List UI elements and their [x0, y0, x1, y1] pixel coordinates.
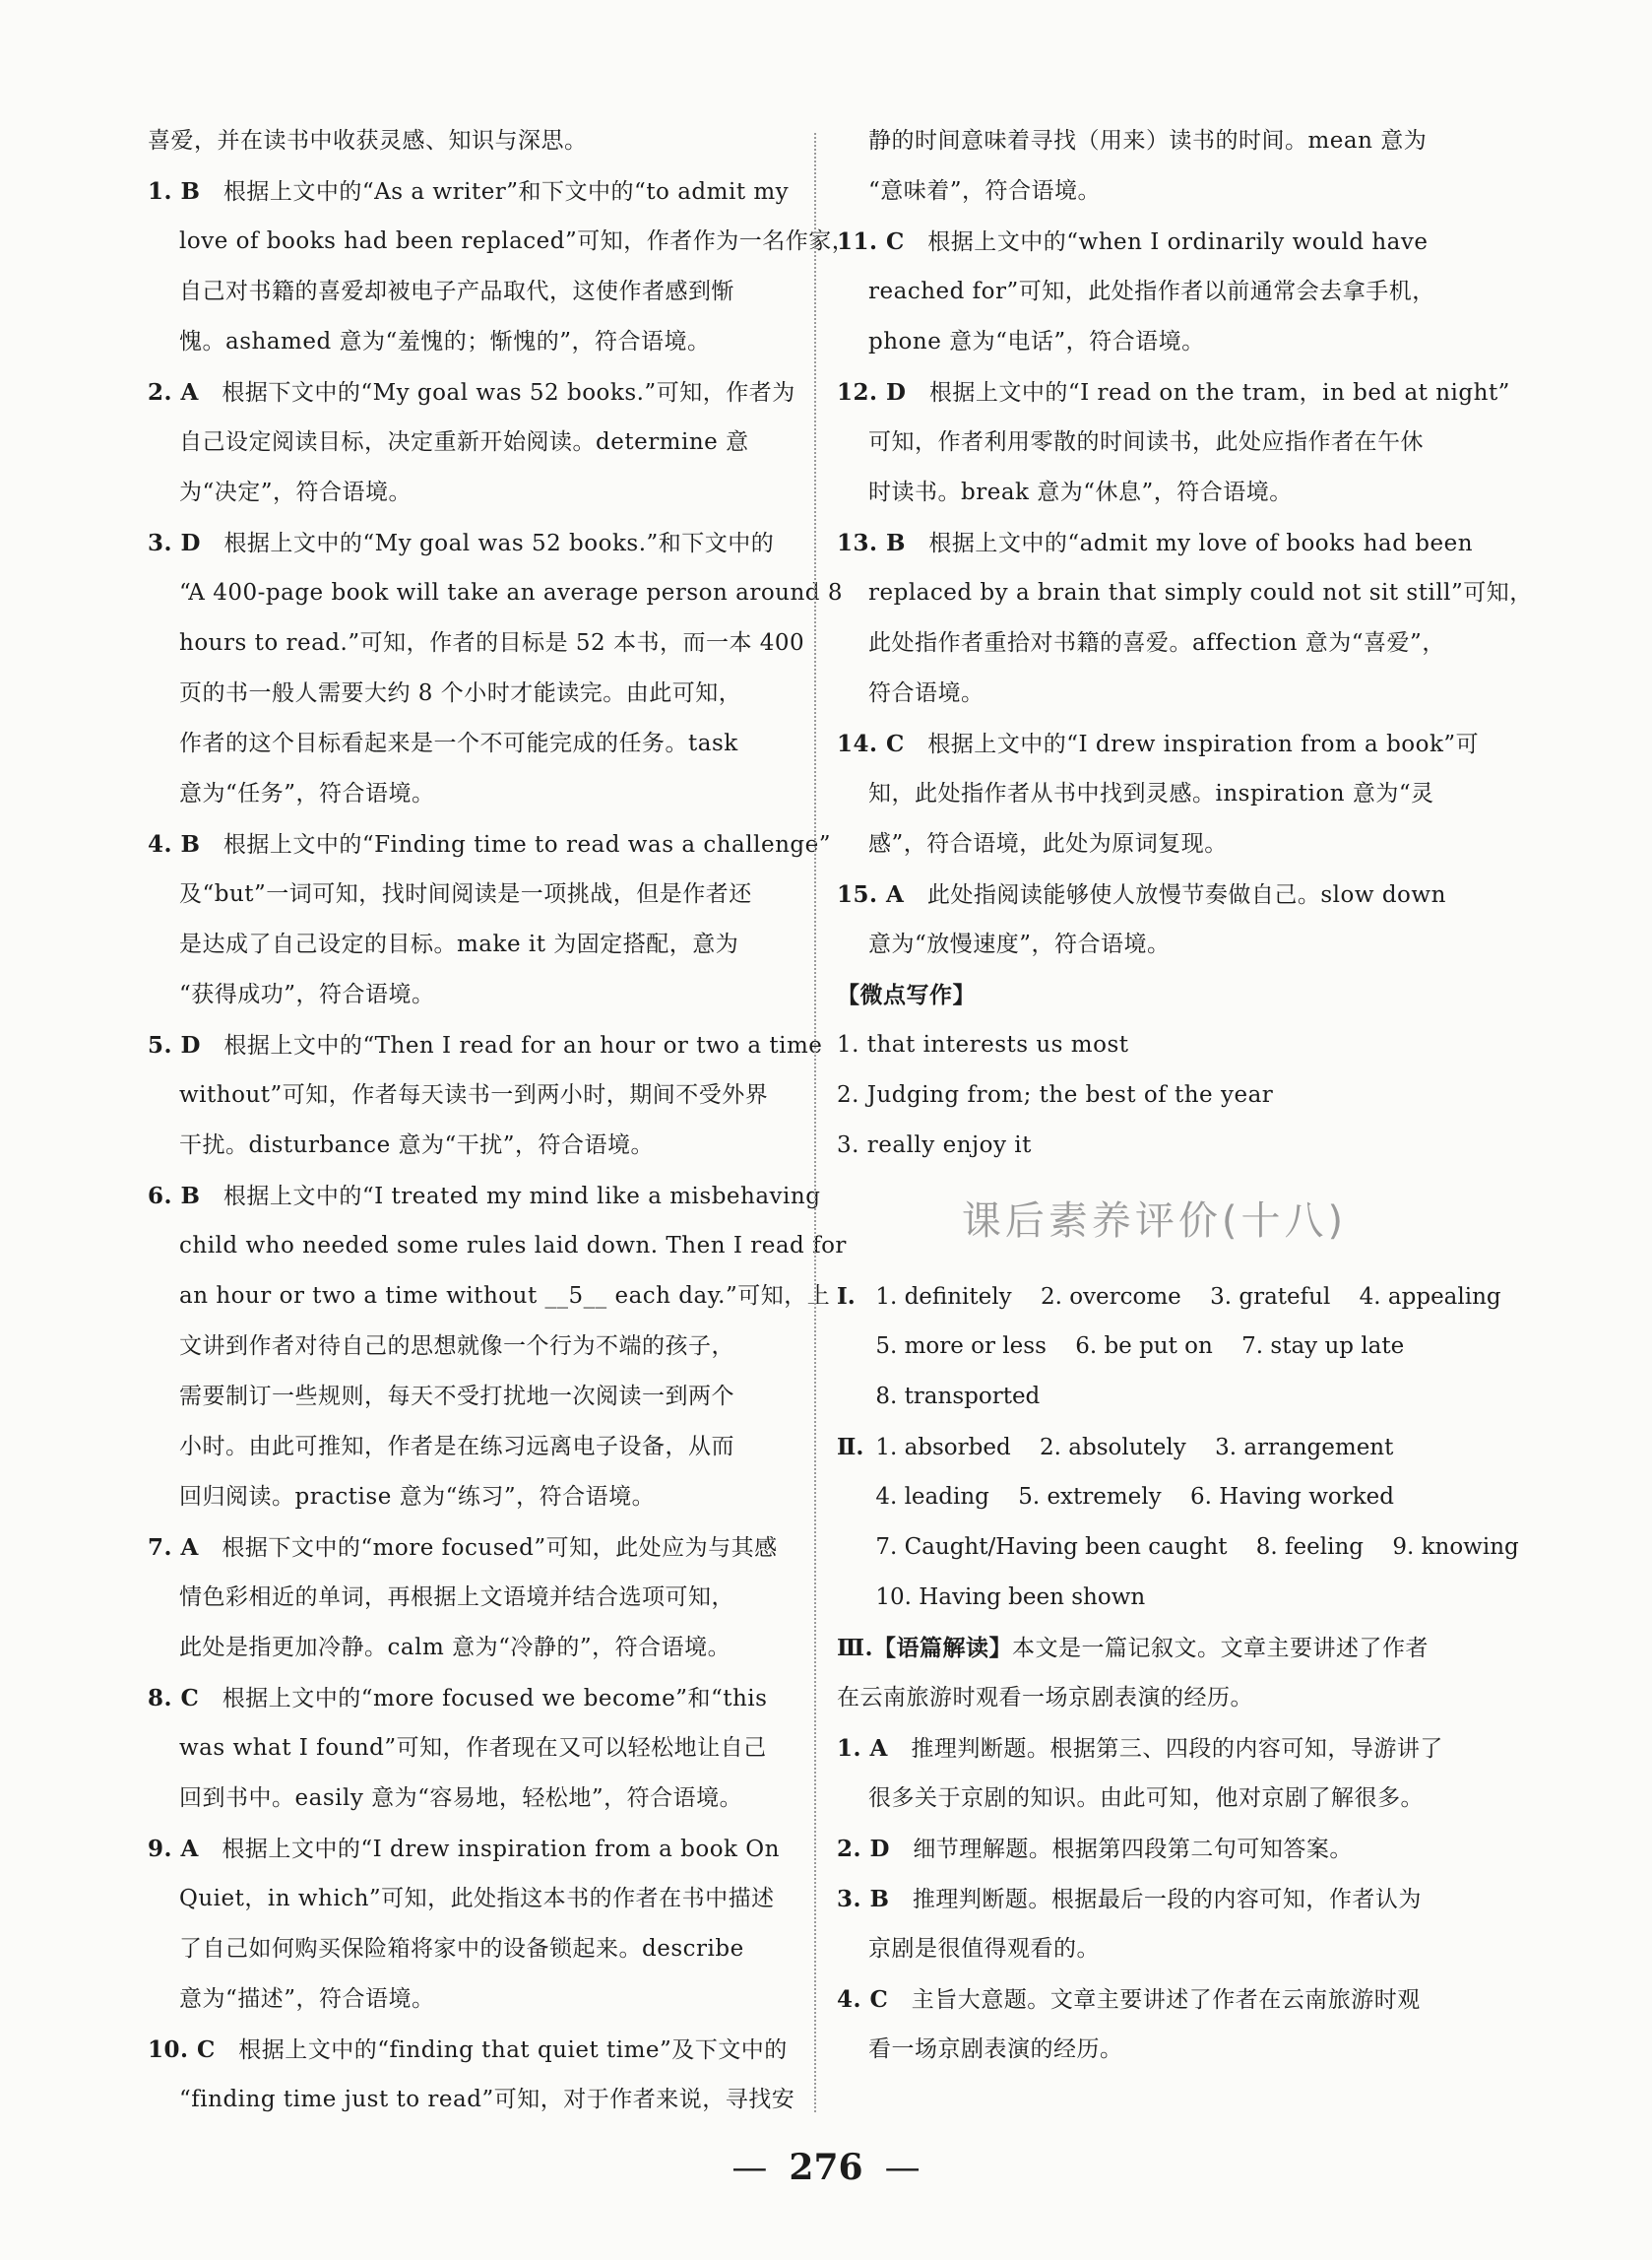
answer-text: 自己设定阅读目标，决定重新开始阅读。determine 意 [179, 429, 749, 455]
answer-text: 回归阅读。practise 意为“练习”，符合语境。 [179, 1484, 656, 1510]
answer-text: 此处是指更加冷静。calm 意为“冷静的”，符合语境。 [179, 1635, 731, 1660]
answer-text: 意为“描述”，符合语境。 [179, 1986, 435, 2012]
answer-line [837, 468, 1472, 518]
answer-text: 根据上文中的“I drew inspiration from a book”可 [927, 732, 1480, 757]
answer-line [837, 1020, 1472, 1070]
part2-row [837, 1472, 1472, 1522]
answer-text: 根据上文中的“I drew inspiration from a book On [222, 1837, 780, 1862]
form-answer: 3. arrangement [1215, 1435, 1394, 1460]
evaluation-part-1 [837, 1271, 1501, 1422]
answer-text: without”可知，作者每天读书一到两小时，期间不受外界 [179, 1082, 769, 1108]
answer-text: 根据上文中的“finding that quiet time”及下文中的 [238, 2037, 788, 2063]
part2-row [837, 1522, 1519, 1573]
answer-text: 根据上文中的“more focused we become”和“this [222, 1686, 768, 1711]
answer-line [148, 267, 793, 317]
answer-line [148, 1573, 793, 1623]
answer-number: 2. D [837, 1836, 890, 1862]
answer-line [148, 468, 793, 518]
answer-line [837, 769, 1472, 819]
vocab-answer: 7. stay up late [1241, 1333, 1405, 1359]
answer-line [148, 568, 843, 618]
answer-line [148, 819, 831, 870]
answer-text: 根据上文中的“My goal was 52 books.”和下文中的 [223, 531, 775, 556]
part2-row [837, 1573, 1472, 1623]
answer-number: 2. A [148, 379, 199, 406]
answer-line [148, 1623, 793, 1673]
section-heading [837, 970, 1472, 1020]
part2-roman: Ⅱ. [837, 1434, 864, 1460]
answer-text: 细节理解题。根据第四段第二句可知答案。 [913, 1837, 1353, 1862]
vocab-answer: 8. transported [875, 1384, 1041, 1409]
answer-text: 意为“放慢速度”，符合语境。 [868, 932, 1171, 957]
answer-text: was what I found”可知，作者现在又可以轻松地让自己 [179, 1735, 767, 1761]
answer-text: 推理判断题。根据第三、四段的内容可知，导游讲了 [911, 1736, 1443, 1762]
answer-line [837, 166, 1472, 217]
answer-text: 符合语境。 [868, 680, 985, 706]
form-answer: 2. absolutely [1040, 1435, 1186, 1460]
answer-text: 自己对书籍的喜爱却被电子产品取代，这使作者感到惭 [179, 279, 734, 304]
answer-line [148, 618, 805, 669]
answer-line [837, 1121, 1472, 1171]
answer-line [148, 2025, 793, 2075]
answer-number: 4. C [837, 1986, 889, 2013]
answer-line [148, 317, 793, 367]
answer-number: 12. D [837, 379, 907, 406]
answer-line [148, 769, 793, 819]
form-answer: 4. leading [875, 1484, 989, 1510]
answer-line [148, 669, 793, 719]
passage-analysis-head: Ⅲ.【语篇解读】 [837, 1635, 1013, 1661]
answer-number: 3. D [148, 530, 201, 556]
answer-number: 8. C [148, 1685, 200, 1711]
part1-row [837, 1372, 1472, 1422]
passage-analysis-text: 本文是一篇记叙文。文章主要讲述了作者 [1012, 1636, 1430, 1661]
answer-number: 5. D [148, 1032, 201, 1059]
evaluation-title: 课后素养评价(十八) [961, 1198, 1348, 1244]
answer-line [837, 1824, 1472, 1874]
answer-text: 根据上文中的“I treated my mind like a misbehaving [222, 1184, 821, 1209]
answer-text: hours to read.”可知，作者的目标是 52 本书，而一本 400 [179, 630, 805, 656]
answer-line [148, 418, 793, 468]
vocab-answer: 6. be put on [1075, 1333, 1213, 1359]
answer-text: 此处指作者重拾对书籍的喜爱。affection 意为“喜爱”， [868, 630, 1445, 656]
answer-text: 根据下文中的“more focused”可知，此处应为与其感 [222, 1535, 778, 1561]
answer-text: 京剧是很值得观看的。 [868, 1936, 1100, 1962]
answer-line [837, 1774, 1472, 1824]
part1-row [837, 1322, 1472, 1372]
answer-line [837, 819, 1472, 870]
answer-line [148, 1824, 793, 1874]
answer-line [837, 920, 1472, 970]
answer-line [148, 518, 793, 568]
answer-text: 根据上文中的“As a writer”和下文中的“to admit my [222, 179, 790, 205]
answer-line [837, 1974, 1472, 2025]
answer-text: 情色彩相近的单词，再根据上文语境并结合选项可知， [179, 1584, 734, 1610]
page-number-value: 276 [789, 2147, 863, 2188]
answer-text: 意为“任务”，符合语境。 [179, 781, 435, 807]
answer-text: 是达成了自己设定的目标。make it 为固定搭配，意为 [179, 932, 739, 957]
answer-text: 很多关于京剧的知识。由此可知，他对京剧了解很多。 [868, 1785, 1424, 1811]
answer-line [837, 367, 1510, 418]
page-number: — 276 — [731, 2147, 921, 2188]
answer-text: 可知，作者利用零散的时间读书，此处应指作者在午休 [868, 429, 1424, 455]
answer-line [837, 870, 1472, 920]
answer-text: 作者的这个目标看起来是一个不可能完成的任务。task [179, 731, 738, 756]
answer-line [837, 267, 1472, 317]
answer-number: 3. B [837, 1886, 890, 1912]
answer-text: 3. really enjoy it [837, 1132, 1032, 1158]
answer-text: an hour or two a time without __5__ each day.”可知，上 [179, 1283, 831, 1309]
vocab-answer: 4. appealing [1359, 1284, 1501, 1310]
answer-line [837, 568, 1533, 618]
answer-number: 15. A [837, 881, 905, 908]
right-column-answers [837, 116, 1533, 1171]
vocab-answer: 1. definitely [875, 1284, 1012, 1310]
form-answer: 7. Caught/Having been caught [875, 1534, 1228, 1560]
answer-line [837, 669, 1472, 719]
form-answer: 9. knowing [1392, 1534, 1519, 1560]
answer-text: 愧。ashamed 意为“羞愧的；惭愧的”，符合语境。 [179, 329, 711, 355]
answer-text: 推理判断题。根据最后一段的内容可知，作者认为 [912, 1887, 1422, 1912]
answer-line [148, 1121, 793, 1171]
column-divider [814, 133, 816, 2112]
answer-text: 根据上文中的“I read on the tram，in bed at night” [928, 380, 1510, 406]
answer-line [837, 1070, 1472, 1121]
answer-text: 静的时间意味着寻找（用来）读书的时间。mean 意为 [868, 128, 1428, 154]
answer-text: 1. that interests us most [837, 1032, 1129, 1058]
answer-line [837, 1924, 1472, 1974]
answer-line [148, 970, 793, 1020]
answer-text: 根据上文中的“admit my love of books had been [928, 531, 1474, 556]
answer-number: 14. C [837, 731, 905, 757]
answer-text: “意味着”，符合语境。 [868, 178, 1102, 204]
answer-line [148, 1472, 793, 1522]
answer-number: 11. C [837, 228, 905, 255]
form-answer: 10. Having been shown [875, 1584, 1146, 1610]
answer-line [148, 1372, 793, 1422]
answer-line [837, 2025, 1472, 2075]
form-answer: 5. extremely [1018, 1484, 1162, 1510]
answer-text: 此处指阅读能够使人放慢节奏做自己。slow down [926, 882, 1446, 908]
answer-line [148, 1020, 823, 1070]
answer-text: 看一场京剧表演的经历。 [868, 2036, 1123, 2062]
answer-line [837, 1723, 1472, 1774]
answer-text: 了自己如何购买保险箱将家中的设备锁起来。describe [179, 1936, 744, 1962]
answer-line [148, 1673, 793, 1723]
answer-text: 主旨大意题。文章主要讲述了作者在云南旅游时观 [911, 1987, 1421, 2013]
evaluation-part-2 [837, 1422, 1519, 1623]
passage-analysis-line: 在云南旅游时观看一场京剧表演的经历。 [837, 1685, 1253, 1711]
answer-text: “finding time just to read”可知，对于作者来说，寻找安 [179, 2087, 795, 2112]
answer-number: 7. A [148, 1534, 199, 1561]
answer-text: Quiet，in which”可知，此处指这本书的作者在书中描述 [179, 1886, 775, 1911]
form-answer: 8. feeling [1255, 1534, 1365, 1560]
answer-number: 1. A [837, 1735, 888, 1762]
answer-line [148, 217, 856, 267]
answer-line [148, 1974, 793, 2025]
answer-line [837, 719, 1480, 769]
answer-line [148, 1322, 793, 1372]
answer-line [148, 2075, 793, 2125]
answer-line [148, 1774, 793, 1824]
answer-text: 小时。由此可推知，作者是在练习远离电子设备，从而 [179, 1434, 734, 1459]
answer-number: 1. B [148, 178, 201, 205]
answer-number: 13. B [837, 530, 906, 556]
form-answer: 1. absorbed [875, 1435, 1011, 1460]
answer-text: 根据上文中的“Then I read for an hour or two a time [223, 1033, 823, 1059]
part1-roman: Ⅰ. [837, 1283, 856, 1310]
section-heading-text: 【微点写作】 [837, 982, 976, 1008]
answer-text: love of books had been replaced”可知，作者作为一名作家， [179, 228, 856, 254]
part1-row [837, 1271, 1501, 1322]
answer-text: 2. Judging from; the best of the year [837, 1082, 1274, 1108]
answer-line [837, 116, 1472, 166]
vocab-answer: 2. overcome [1040, 1284, 1181, 1310]
answer-text: 喜爱，并在读书中收获灵感、知识与深思。 [148, 128, 588, 154]
answer-line [837, 1874, 1472, 1924]
answer-line [837, 518, 1472, 568]
answer-line [148, 1874, 793, 1924]
answer-line [148, 1422, 793, 1472]
answer-number: 9. A [148, 1836, 199, 1862]
right-column [837, 116, 1533, 2075]
answer-text: “获得成功”，符合语境。 [179, 982, 435, 1007]
answer-text: 文讲到作者对待自己的思想就像一个行为不端的孩子， [179, 1333, 734, 1359]
answer-text: 为“决定”，符合语境。 [179, 480, 413, 505]
answer-number: 10. C [148, 2036, 216, 2063]
answer-line [148, 166, 793, 217]
answer-line [148, 870, 793, 920]
reading-answers [837, 1723, 1472, 2075]
evaluation-part-3 [837, 1623, 1472, 2075]
answer-line [148, 1221, 847, 1271]
answer-number: 6. B [148, 1183, 201, 1209]
answer-text: 知，此处指作者从书中找到灵感。inspiration 意为“灵 [868, 781, 1434, 807]
answer-text: 干扰。disturbance 意为“干扰”，符合语境。 [179, 1132, 655, 1158]
answer-text: 需要制订一些规则，每天不受打扰地一次阅读一到两个 [179, 1384, 734, 1409]
answer-text: 感”，符合语境，此处为原词复现。 [868, 831, 1228, 857]
answer-line [148, 920, 793, 970]
answer-line [148, 367, 793, 418]
answer-line [148, 719, 793, 769]
answer-line [148, 1924, 793, 1974]
answer-line [148, 1070, 793, 1121]
answer-number: 4. B [148, 831, 201, 858]
answer-line [837, 217, 1472, 267]
vocab-answer: 3. grateful [1210, 1284, 1331, 1310]
answer-text: 根据下文中的“My goal was 52 books.”可知，作者为 [222, 380, 795, 406]
part2-row [837, 1422, 1472, 1472]
answer-text: 根据上文中的“Finding time to read was a challenge” [222, 832, 831, 858]
vocab-answer: 5. more or less [875, 1333, 1047, 1359]
answer-text: 时读书。break 意为“休息”，符合语境。 [868, 480, 1293, 505]
answer-text: “A 400-page book will take an average person around 8 [179, 580, 843, 606]
answer-line [148, 116, 793, 166]
answer-text: replaced by a brain that simply could not sit still”可知， [868, 580, 1533, 606]
answer-line [148, 1171, 821, 1221]
answer-line [148, 1522, 793, 1573]
answer-text: child who needed some rules laid down. Then I read for [179, 1233, 847, 1259]
answer-line [837, 418, 1472, 468]
answer-text: 回到书中。easily 意为“容易地，轻松地”，符合语境。 [179, 1785, 743, 1811]
answer-text: 及“but”一词可知，找时间阅读是一项挑战，但是作者还 [179, 881, 752, 907]
answer-line [837, 317, 1472, 367]
answer-line [148, 1723, 793, 1774]
answer-line [148, 1271, 831, 1322]
answer-text: reached for”可知，此处指作者以前通常会去拿手机， [868, 279, 1435, 304]
form-answer: 6. Having worked [1189, 1484, 1394, 1510]
answer-text: 根据上文中的“when I ordinarily would have [927, 229, 1429, 255]
answer-text: 页的书一般人需要大约 8 个小时才能读完。由此可知， [179, 680, 742, 706]
answer-text: phone 意为“电话”，符合语境。 [868, 329, 1205, 355]
passage-analysis-line [837, 1623, 1472, 1673]
answer-line [837, 618, 1472, 669]
